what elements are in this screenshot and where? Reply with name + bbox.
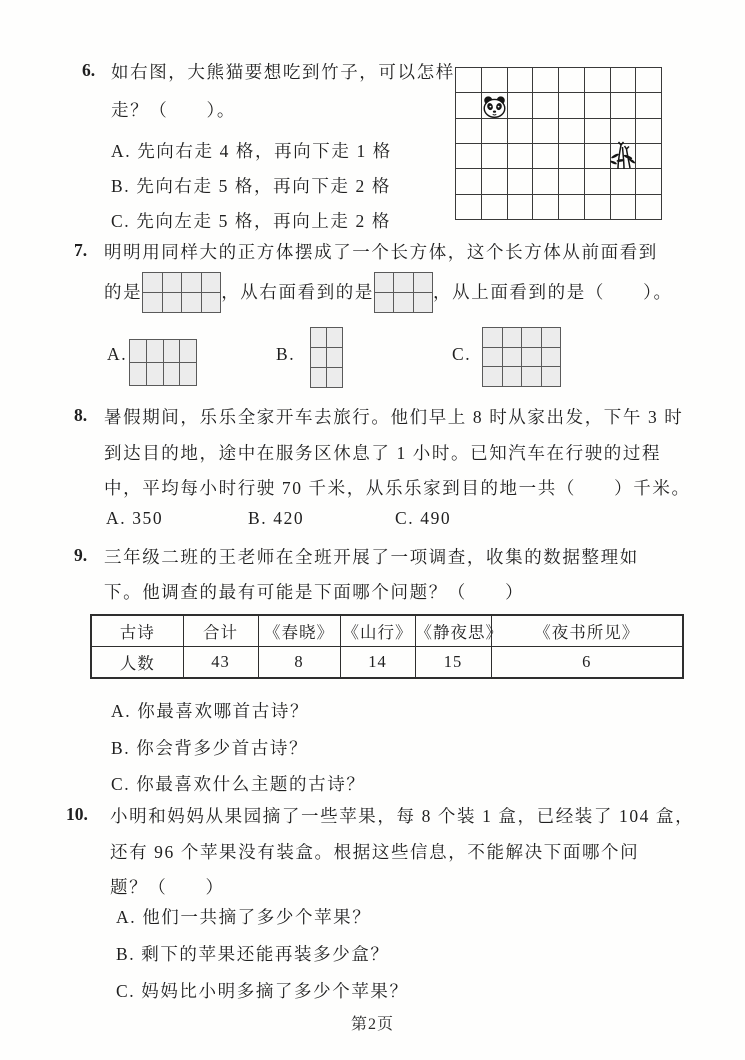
option-b-label: B. — [276, 344, 296, 364]
question-number: 10. — [66, 804, 88, 824]
table-data-cell: 人数 — [91, 646, 183, 678]
option-c: C. 490 — [395, 508, 452, 528]
panda-icon — [481, 95, 508, 120]
table-data-cell: 6 — [491, 646, 683, 678]
question-text-line: 中，平均每小时行驶 70 千米，从乐乐家到目的地一共（ ）千米。 — [104, 478, 691, 498]
table-data-cell: 14 — [340, 646, 415, 678]
text-segment: ，从右面看到的是 — [221, 282, 375, 302]
option-b: B. 剩下的苹果还能再装多少盒？ — [116, 944, 390, 964]
option-c-label: C. — [452, 344, 472, 364]
question-text-line: 明明用同样大的正方体摆成了一个长方体，这个长方体从前面看到 — [104, 242, 658, 262]
right-view-grid — [374, 272, 433, 313]
question-text-line: 题？（ ） — [110, 877, 225, 897]
question-text-line: 小明和妈妈从果园摘了一些苹果，每 8 个装 1 盒，已经装了 104 盒， — [110, 806, 695, 826]
option-a-label: A. — [107, 344, 128, 364]
text-segment: ，从上面看到的是（ ）。 — [433, 282, 673, 302]
option-a-grid — [129, 339, 197, 386]
table-header-cell: 《山行》 — [340, 615, 415, 646]
table-header-cell: 合计 — [183, 615, 258, 646]
option-b: B. 你会背多少首古诗？ — [111, 738, 309, 758]
question-number: 9. — [74, 545, 88, 565]
option-a: A. 先向右走 4 格，再向下走 1 格 — [111, 141, 392, 161]
option-c: C. 妈妈比小明多摘了多少个苹果？ — [116, 981, 409, 1001]
bamboo-icon — [607, 141, 637, 171]
option-b: B. 先向右走 5 格，再向下走 2 格 — [111, 176, 391, 196]
survey-table — [90, 614, 684, 679]
question-text-line — [104, 271, 673, 313]
table-data-cell: 43 — [183, 646, 258, 678]
question-text-line: 三年级二班的王老师在全班开展了一项调查，收集的数据整理如 — [104, 547, 639, 567]
table-header-cell: 古诗 — [91, 615, 183, 646]
question-text-line: 如右图，大熊猫要想吃到竹子，可以怎样 — [111, 62, 455, 82]
question-text-line: 还有 96 个苹果没有装盒。根据这些信息，不能解决下面哪个问 — [110, 842, 640, 862]
question-text-line: 下。他调查的最有可能是下面哪个问题？（ ） — [104, 582, 525, 602]
front-view-grid — [142, 272, 221, 313]
question-number: 7. — [74, 240, 88, 260]
table-header-cell: 《静夜思》 — [415, 615, 491, 646]
question-text-line: 到达目的地，途中在服务区休息了 1 小时。已知汽车在行驶的过程 — [104, 443, 662, 463]
page-footer: 第2页 — [350, 1016, 394, 1033]
table-data-cell: 15 — [415, 646, 491, 678]
option-b-grid — [310, 327, 343, 388]
text-segment: 的是 — [104, 282, 143, 302]
question-text-line: 暑假期间，乐乐全家开车去旅行。他们早上 8 时从家出发，下午 3 时 — [104, 407, 684, 427]
option-a: A. 350 — [106, 508, 164, 528]
option-a: A. 他们一共摘了多少个苹果？ — [116, 907, 372, 927]
question-number: 6. — [82, 60, 96, 80]
option-c-grid — [482, 327, 561, 387]
option-c: C. 先向左走 5 格，再向上走 2 格 — [111, 211, 391, 231]
panda-board — [455, 67, 662, 220]
option-a: A. 你最喜欢哪首古诗？ — [111, 701, 310, 721]
option-c: C. 你最喜欢什么主题的古诗？ — [111, 774, 366, 794]
table-data-cell: 8 — [258, 646, 340, 678]
table-header-cell: 《春晓》 — [258, 615, 340, 646]
question-text-line: 走？（ ）。 — [111, 100, 236, 120]
option-b: B. 420 — [248, 508, 305, 528]
table-header-cell: 《夜书所见》 — [491, 615, 683, 646]
question-number: 8. — [74, 405, 88, 425]
